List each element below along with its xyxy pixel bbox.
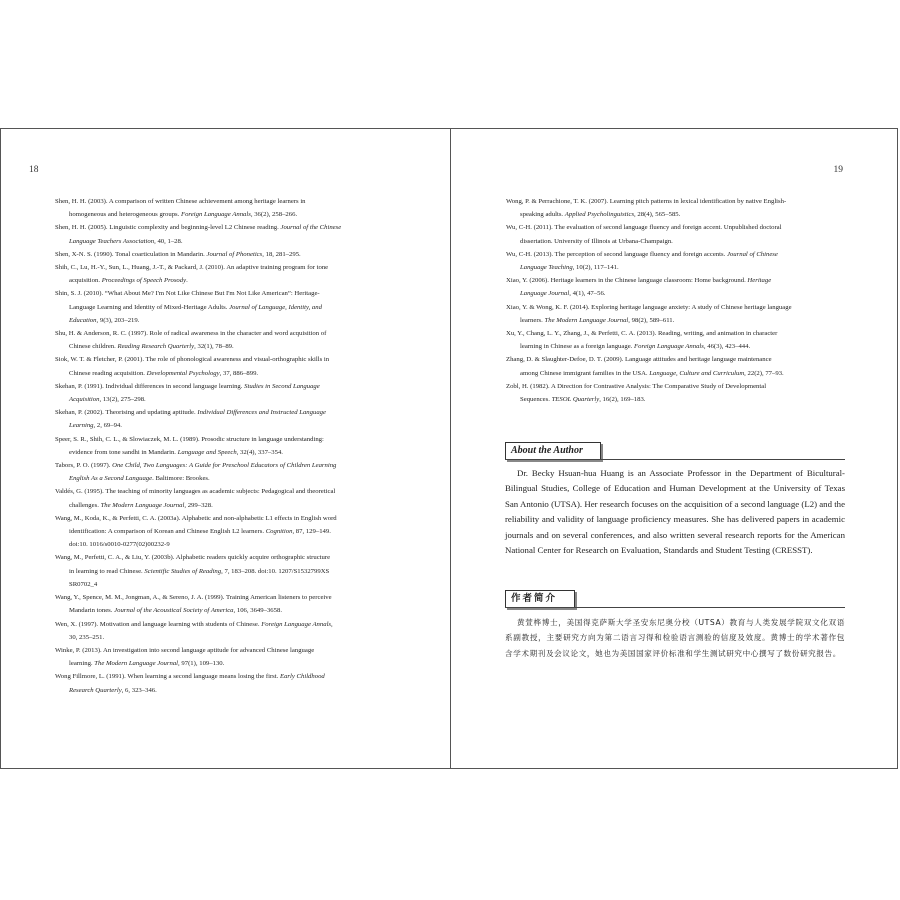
left-page-number: 18	[29, 165, 39, 175]
chinese-author-rule	[505, 607, 845, 608]
about-author-heading	[505, 442, 845, 460]
reference-text: Xiao, Y. (2006). Heritage learners in the Chinese language classroom: Home background.	[506, 277, 748, 285]
reference-details: , 299–328.	[184, 501, 213, 509]
reference-text: Wen, X. (1997). Motivation and language learning with students of Chinese.	[55, 620, 262, 628]
reference-source-title: The Modern Language Journal	[94, 660, 179, 668]
right-page-number: 19	[833, 165, 843, 175]
reference-entry	[55, 248, 393, 261]
reference-text: Shen, X-N. S. (1990). Tonal coarticulation in Mandarin.	[55, 250, 207, 258]
left-reference-list	[55, 195, 393, 697]
reference-text: Wu, C-H. (2011). The evaluation of second language fluency and foreign accent. Unpublished doctoral dissertation. University of Illinois at Urbana-Champaign.	[506, 224, 782, 245]
reference-details: , 97(1), 109–130.	[178, 660, 225, 668]
reference-details: .	[186, 277, 188, 285]
chinese-author-heading	[505, 590, 845, 608]
reference-details: . Baltimore: Brookes.	[152, 475, 210, 483]
reference-entry	[506, 248, 845, 274]
reference-entry	[55, 551, 393, 591]
reference-entry	[506, 380, 845, 406]
reference-entry	[55, 380, 393, 406]
page-gutter-divider	[450, 129, 451, 768]
reference-text: Wang, Y., Spence, M. M., Jongman, A., & Sereno, J. A. (1999). Training American listeners to perceive Mandarin tones.	[55, 594, 332, 615]
reference-text: Wu, C-H. (2013). The perception of second language fluency and foreign accents.	[506, 250, 727, 258]
reference-details: , 10(2), 117–141.	[572, 264, 619, 272]
reference-details: , 106, 3649–3658.	[233, 607, 282, 615]
reference-text: Xiao, Y. & Wong, K. F. (2014). Exploring heritage language anxiety: A study of Chinese heritage language learners.	[506, 303, 792, 324]
reference-source-title: Heritage Language Journal	[520, 277, 772, 298]
reference-details: , 32(1), 78–89.	[194, 343, 234, 351]
reference-entry	[55, 261, 393, 287]
reference-source-title: Journal of Chinese Language Teaching	[520, 250, 778, 272]
reference-text: Tabors, P. O. (1997).	[55, 462, 113, 470]
reference-source-title: Proceedings of Speech Prosody	[101, 277, 187, 285]
reference-details: , 22(2), 77–93.	[744, 369, 784, 377]
reference-entry	[506, 353, 845, 379]
reference-entry	[506, 274, 845, 300]
reference-text: Wong Fillmore, L. (1991). When learning a second language means losing the first.	[55, 673, 280, 681]
reference-source-title: Reading Research Quarterly	[117, 343, 195, 351]
reference-source-title: Studies in Second Language Acquisition	[69, 382, 320, 404]
reference-entry	[55, 433, 393, 459]
reference-entry	[55, 353, 393, 379]
reference-details: , 36(2), 258–266.	[250, 211, 298, 219]
reference-source-title: One Child, Two Languages: A Guide for Preschool Educators of Children Learning English As a Second Language	[69, 462, 337, 483]
reference-source-title: Foreign Language Annals	[634, 343, 704, 351]
reference-text: Zhang, D. & Slaughter-Defoe, D. T. (2009). Language attitudes and heritage language maintenance among Chinese immigrant families in the USA.	[506, 356, 772, 377]
reference-entry	[55, 327, 393, 353]
reference-details: , 30, 235–251.	[69, 620, 333, 641]
reference-text: Skehan, P. (1991). Individual differences in second language learning.	[55, 382, 245, 390]
reference-entry	[55, 195, 393, 221]
reference-source-title: Foreign Language Annals	[181, 211, 251, 219]
reference-details: , 4(1), 47–56.	[569, 290, 606, 298]
reference-text: Skehan, P. (2002). Theorising and updating aptitude.	[55, 409, 198, 417]
reference-entry	[55, 221, 393, 247]
reference-source-title: Journal of Phonetics	[206, 250, 263, 258]
reference-details: , 98(2), 589–611.	[628, 316, 675, 324]
about-author-paragraph: Dr. Becky Hsuan-hua Huang is an Associate Professor in the Department of Bicultural-Bilingual Studies, College of Education and Human Development at the University of Texas San Antonio (UTSA). Her research focuses on the acquisition of a second language (L2) and the reliability and validity of language proficiency measures. She has delivered papers in academic journals and on several conferences, and also written several research reports for the American National Center for Research on Evaluation, Standards and Student Testing (CRESST).	[505, 468, 845, 556]
reference-text: Siok, W. T. & Fletcher, P. (2001). The role of phonological awareness and visual-orthographic skills in Chinese reading acquisition.	[55, 356, 330, 377]
reference-text: Shen, H. H. (2005). Linguistic complexity and beginning-level L2 Chinese reading.	[55, 224, 281, 232]
reference-entry	[506, 195, 845, 221]
reference-details: , 9(3), 203–219.	[96, 316, 140, 324]
reference-text: Winke, P. (2013). An investigation into second language aptitude for advanced Chinese language learning.	[55, 646, 315, 668]
reference-source-title: The Modern Language Journal	[544, 316, 629, 324]
reference-source-title: TESOL Quarterly	[551, 396, 600, 404]
chinese-author-paragraph: 黄萱桦博士，美国得克萨斯大学圣安东尼奥分校（UTSA）教育与人类发展学院双文化双语系副教授，主要研究方向为第二语言习得和检验语言测验的信度及效度。黄博士的学术著作包含学术期刊及会议论文，她也为美国国家评价标准和学生测试研究中心撰写了数份研究报告。	[505, 618, 845, 658]
reference-source-title: Journal of the Acoustical Society of America	[114, 607, 234, 615]
reference-source-title: Individual Differences and Instructed Language Learning	[69, 409, 326, 430]
reference-entry	[55, 406, 393, 432]
reference-text: Zobl, H. (1982). A Direction for Contrastive Analysis: The Comparative Study of Developmental Sequences.	[506, 382, 767, 404]
reference-text: Speer, S. R., Shih, C. L., & Slowiaczek, M. L. (1989). Prosodic structure in language understanding: evidence from tone sandhi in Mandarin.	[55, 435, 324, 456]
reference-text: Wang, M., Koda, K., & Perfetti, C. A. (2003a). Alphabetic and non-alphabetic L1 effects in English word identification: A comparison of Korean and Chinese English L2 learners.	[55, 514, 337, 536]
reference-text: Shen, H. H. (2003). A comparison of written Chinese achievement among heritage learners in homogeneous and heterogeneous groups.	[55, 198, 306, 219]
reference-text: Valdés, G. (1995). The teaching of minority languages as academic subjects: Pedagogical and theoretical challenges.	[55, 488, 336, 509]
reference-source-title: Journal of the Chinese Language Teachers Association	[69, 224, 342, 245]
reference-entry	[506, 327, 845, 353]
reference-entry	[55, 287, 393, 327]
reference-source-title: Developmental Psychology	[146, 369, 220, 377]
reference-source-title: The Modern Language Journal	[100, 501, 185, 509]
reference-entry	[55, 459, 393, 485]
reference-entry	[506, 221, 845, 247]
reference-details: , 46(3), 423–444.	[703, 343, 751, 351]
reference-details: , 87, 129–149. doi:10. 1016/s0010-0277(02)00232-9	[69, 528, 331, 549]
reference-details: , 2, 69–94.	[93, 422, 122, 430]
reference-details: , 13(2), 275–298.	[99, 396, 146, 404]
reference-entry	[506, 301, 845, 327]
about-author-rule	[505, 459, 845, 460]
reference-entry	[55, 512, 393, 552]
reference-details: , 16(2), 169–183.	[599, 396, 646, 404]
reference-details: , 18, 281–295.	[262, 250, 301, 258]
reference-text: Xu, Y., Chang, L. Y., Zhang, J., & Perfetti, C. A. (2013). Reading, writing, and animation in character learning in Chinese as a foreign language.	[506, 330, 778, 351]
reference-entry	[55, 644, 393, 670]
reference-source-title: Early Childhood Research Quarterly	[69, 673, 325, 694]
reference-entry	[55, 618, 393, 644]
reference-details: , 32(4), 337–354.	[236, 448, 283, 456]
chinese-author-title: 作者简介	[505, 590, 575, 608]
reference-details: , 7, 183–208. doi:10. 1207/S1532799XS SR0702_4	[69, 567, 330, 588]
reference-source-title: Language, Culture and Curriculum	[649, 369, 745, 377]
reference-text: Shih, C., Lu, H.-Y., Sun, L., Huang, J.-T., & Packard, J. (2010). An adaptive training program for tone acquisition.	[55, 264, 329, 285]
reference-details: , 28(4), 565–585.	[634, 211, 681, 219]
reference-source-title: Cognition	[265, 528, 293, 536]
reference-details: , 37, 886–899.	[219, 369, 259, 377]
reference-text: Shin, S. J. (2010). “What About Me? I'm Not Like Chinese But I'm Not Like American”: Heritage- Language Learning and Identity of Mixed-Heritage Adults.	[55, 290, 320, 311]
reference-details: , 40, 1–28.	[154, 237, 183, 245]
reference-text: Wang, M., Perfetti, C. A., & Liu, Y. (2003b). Alphabetic readers quickly acquire orthographic structure in learning to read Chinese.	[55, 554, 331, 575]
reference-source-title: Language and Speech	[177, 448, 237, 456]
about-author-title: About the Author	[505, 442, 601, 460]
reference-source-title: Scientific Studies of Reading	[144, 567, 222, 575]
reference-source-title: Applied Psycholinguistics	[564, 211, 635, 219]
reference-text: Shu, H. & Anderson, R. C. (1997). Role of radical awareness in the character and word acquisition of Chinese children.	[55, 330, 327, 351]
right-reference-list	[506, 195, 845, 406]
reference-text: Wong, P. & Perrachione, T. K. (2007). Learning pitch patterns in lexical identification by native English- speaking adults.	[506, 198, 787, 219]
reference-details: , 6, 323–346.	[121, 686, 157, 694]
reference-entry	[55, 670, 393, 696]
reference-source-title: Journal of Language, Identity, and Education	[69, 303, 322, 324]
reference-entry	[55, 591, 393, 617]
reference-entry	[55, 485, 393, 511]
reference-source-title: Foreign Language Annals	[261, 620, 332, 628]
